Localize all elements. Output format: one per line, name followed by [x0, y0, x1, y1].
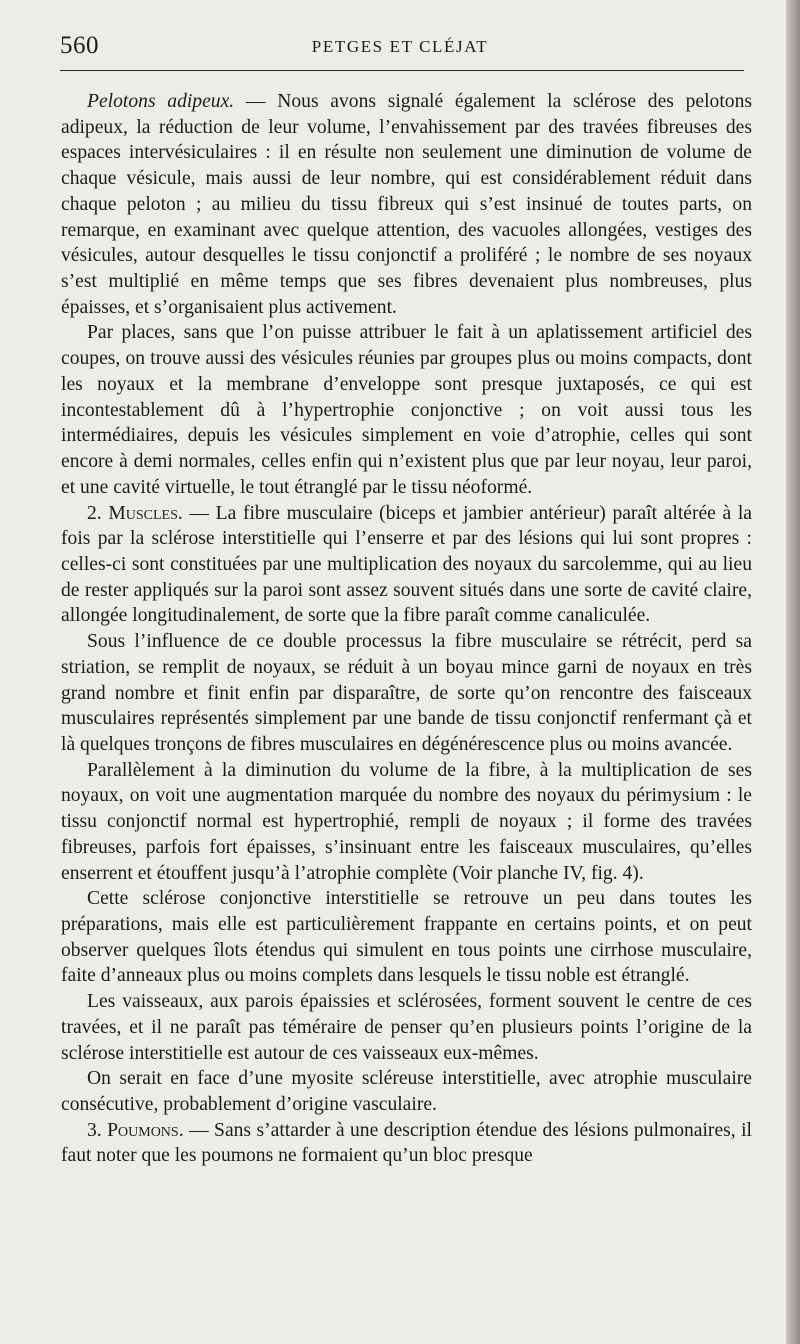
section-number: 3.	[87, 1119, 102, 1141]
paragraph: Parallèlement à la diminution du volume de la fibre, à la multiplication de ses noyaux, on voit une augmentation marquée du nombre des noyaux du périmysium : le tissu conjonctif normal est hypertrophié, rempli de noyaux ; il forme des travées fibreuses, parfois fort épaisses, s’insinuant entre les faisceaux musculaires, qu’elles enserrent et étouffent jusqu’à l’atrophie complète (Voir planche IV, fig. 4).	[61, 759, 752, 884]
paragraph-text: — Nous avons signalé également la sclérose des pelotons adipeux, la réduction de leur volume, l’envahissement par des travées fibreuses des espaces intervésiculaires : il en résulte non seulement une diminution de volume de chaque vésicule, mais aussi de leur nombre, qui est considérablement réduit dans chaque peloton ; au milieu du tissu fibreux qui s’est insinué de toutes parts, on remarque, en examinant avec quelque attention, des vacuoles allongées, vestiges des vésicules, autour desquelles le tissu conjonctif a proliféré ; le nombre de ses noyaux s’est multiplié en même temps que ses fibres devenaient plus nombreuses, plus épaisses, et s’organisaient plus activement.	[61, 91, 753, 318]
paragraph-text: — La fibre musculaire (biceps et jambier antérieur) paraît altérée à la fois par la sclérose interstitielle qui l’enserre et par des lésions qui lui sont propres : celles-ci sont constituées par une multiplication des noyaux du sarcolemme, qui au lieu de rester appliqués sur la paroi sont assez souvent situés dans une sorte de cavité claire, allongée longitudinalement, de sorte que la fibre paraît comme canaliculée.	[61, 502, 752, 627]
paragraph-poumons	[61, 1118, 752, 1169]
section-heading-pelotons: Pelotons adipeux.	[87, 91, 235, 112]
paragraph-muscles	[61, 501, 752, 630]
section-heading-muscles: Muscles.	[108, 502, 183, 524]
page-number: 560	[60, 32, 99, 59]
paragraph-text: — Sans s’attarder à une description étendue des lésions pulmonaires, il faut noter que les poumons ne formaient qu’un bloc presque	[61, 1119, 752, 1167]
paragraph: Les vaisseaux, aux parois épaissies et sclérosées, forment souvent le centre de ces travées, et il ne paraît pas téméraire de penser qu’en plusieurs points l’origine de la sclérose interstitielle est autour de ces vaisseaux eux-mêmes.	[61, 991, 752, 1064]
body-text	[61, 89, 752, 1169]
paragraph: Cette sclérose conjonctive interstitielle se retrouve un peu dans toutes les préparations, mais elle est particulièrement frappante en certains points, et on peut observer quelques îlots étendus qui simulent en tous points une cirrhose musculaire, faite d’anneaux plus ou moins complets dans lesquels le tissu noble est étranglé.	[61, 888, 752, 987]
paragraph: Par places, sans que l’on puisse attribuer le fait à un aplatissement artificiel des coupes, on trouve aussi des vésicules réunies par groupes plus ou moins compacts, dont les noyaux et la membrane d’enveloppe sont presque juxtaposés, ce qui est incontestablement dû à l’hypertrophie conjonctive ; on voit aussi tous les intermédiaires, depuis les vésicules simplement en voie d’atrophie, celles qui sont encore à demi normales, celles enfin qui n’existent plus que par leur noyau, leur paroi, et une cavité virtuelle, le tout étranglé par le tissu néoformé.	[61, 322, 752, 498]
header-rule	[60, 70, 744, 71]
paragraph: On serait en face d’une myosite scléreuse interstitielle, avec atrophie musculaire consécutive, probablement d’origine vasculaire.	[61, 1068, 752, 1116]
running-head: PETGES ET CLÉJAT	[311, 37, 489, 56]
page-edge-shadow	[786, 0, 800, 1344]
page-header	[60, 32, 740, 66]
paragraph: Sous l’influence de ce double processus la fibre musculaire se rétrécit, perd sa striation, se remplit de noyaux, se réduit à un boyau mince garni de noyaux en très grand nombre et finit enfin par disparaître, de sorte qu’on rencontre des faisceaux musculaires représentés simplement par une bande de tissu conjonctif renfermant çà et là quelques tronçons de fibres musculaires en dégénérescence plus ou moins avancée.	[61, 631, 752, 755]
paragraph-pelotons-adipeux	[61, 89, 752, 320]
section-number: 2.	[87, 502, 102, 524]
section-heading-poumons: Poumons.	[107, 1119, 184, 1141]
